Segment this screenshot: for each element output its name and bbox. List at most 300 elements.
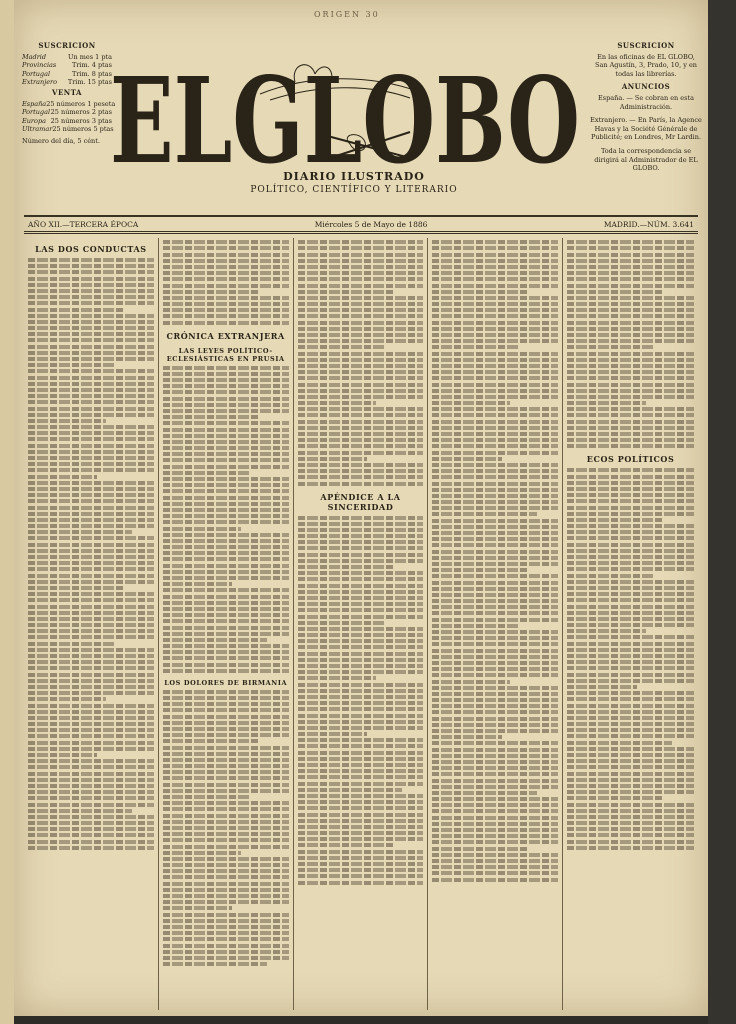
text-line xyxy=(163,770,289,774)
text-line xyxy=(163,801,289,805)
text-line xyxy=(567,611,694,615)
text-line xyxy=(567,660,694,664)
text-line xyxy=(163,702,289,706)
text-line xyxy=(28,673,154,677)
text-line xyxy=(432,785,558,789)
text-line xyxy=(567,635,694,639)
price-row: España 25 números 1 peseta xyxy=(22,99,116,108)
article-subheading: LAS LEYES POLÍTICO-ECLESIÁSTICAS EN PRUSIA xyxy=(166,346,285,363)
text-line xyxy=(567,617,694,621)
text-line xyxy=(298,837,424,841)
text-line xyxy=(567,413,694,417)
text-line xyxy=(163,900,289,904)
text-line xyxy=(298,800,424,804)
text-line xyxy=(163,440,289,444)
text-line xyxy=(163,690,289,694)
text-line xyxy=(163,696,289,700)
text-line xyxy=(28,821,154,825)
text-line xyxy=(163,795,250,799)
text-line xyxy=(432,296,558,300)
dateline-rule xyxy=(24,233,698,234)
text-line xyxy=(567,536,694,540)
text-line xyxy=(432,791,536,795)
text-line xyxy=(28,518,154,522)
text-line xyxy=(298,339,424,343)
text-line xyxy=(163,508,289,512)
text-line xyxy=(163,863,289,867)
text-line xyxy=(298,819,424,823)
article-heading: LAS DOS CONDUCTAS xyxy=(35,244,147,254)
text-line xyxy=(298,401,376,405)
text-line xyxy=(28,728,154,732)
text-line xyxy=(432,246,558,250)
text-line xyxy=(432,302,558,306)
text-line xyxy=(163,962,267,966)
text-line xyxy=(298,664,424,668)
text-line xyxy=(163,582,232,586)
text-line xyxy=(432,333,558,337)
text-line xyxy=(432,574,558,578)
text-line xyxy=(28,803,154,807)
text-line xyxy=(163,390,289,394)
text-line xyxy=(163,465,289,469)
text-line xyxy=(432,605,558,609)
text-line xyxy=(28,475,97,479)
text-line xyxy=(163,452,289,456)
text-line xyxy=(432,265,558,269)
text-line xyxy=(163,919,289,923)
text-line xyxy=(28,308,124,312)
text-line xyxy=(28,462,154,466)
subscription-heading: SUSCRICION xyxy=(38,41,96,50)
text-line xyxy=(432,630,558,634)
text-line xyxy=(163,906,232,910)
text-line xyxy=(163,783,289,787)
text-line xyxy=(567,623,694,627)
text-line xyxy=(567,401,646,405)
column-5 xyxy=(563,238,698,1010)
text-line xyxy=(432,618,558,622)
text-line xyxy=(567,778,694,782)
text-line xyxy=(432,438,558,442)
text-line xyxy=(567,846,694,850)
text-line xyxy=(28,450,154,454)
subscription-heading: SUSCRICION xyxy=(617,41,675,50)
text-line xyxy=(432,636,558,640)
text-line xyxy=(163,851,241,855)
newspaper-page xyxy=(14,0,708,1016)
text-line xyxy=(28,444,154,448)
text-line xyxy=(28,611,154,615)
text-line xyxy=(298,868,424,872)
text-line xyxy=(567,605,694,609)
text-line xyxy=(298,720,424,724)
text-line xyxy=(298,701,424,705)
text-line xyxy=(567,345,654,349)
text-line xyxy=(298,308,424,312)
text-line xyxy=(163,820,289,824)
text-line xyxy=(432,413,558,417)
price-row: Europa 25 números 3 ptas xyxy=(22,116,112,125)
text-line xyxy=(567,555,694,559)
masthead xyxy=(14,0,708,214)
price-row: Portugal Trim. 8 ptas xyxy=(22,69,112,78)
text-line xyxy=(432,673,558,677)
text-line xyxy=(28,840,154,844)
text-line xyxy=(567,259,694,263)
text-line xyxy=(567,815,694,819)
text-line xyxy=(567,240,694,244)
text-line xyxy=(28,759,154,763)
text-line xyxy=(298,676,376,680)
text-line xyxy=(298,246,424,250)
text-line xyxy=(28,357,154,361)
article-body-placeholder xyxy=(298,516,424,885)
text-line xyxy=(163,259,289,263)
ads-text-spain: España. — Se cobran en esta Administración. xyxy=(598,93,694,111)
logo-graphic xyxy=(110,34,588,184)
text-line xyxy=(28,555,154,559)
text-line xyxy=(163,421,289,425)
text-line xyxy=(298,426,424,430)
text-line xyxy=(567,704,694,708)
text-line xyxy=(28,363,115,367)
text-line xyxy=(567,592,694,596)
logo-title-text: ELGLOBO xyxy=(110,51,580,184)
text-line xyxy=(298,389,424,393)
article-body-placeholder xyxy=(567,468,694,849)
text-line xyxy=(567,339,694,343)
text-line xyxy=(567,246,694,250)
text-line xyxy=(28,407,154,411)
archive-stamp: ORIGEN 30 xyxy=(314,10,380,19)
text-line xyxy=(432,253,558,257)
text-line xyxy=(298,596,424,600)
text-line xyxy=(432,259,558,263)
column-4 xyxy=(428,238,563,1010)
text-line xyxy=(28,425,154,429)
text-line xyxy=(163,619,289,623)
text-line xyxy=(567,765,694,769)
text-line xyxy=(28,592,154,596)
text-line xyxy=(163,857,289,861)
text-line xyxy=(432,345,519,349)
text-line xyxy=(163,514,289,518)
text-line xyxy=(28,734,154,738)
text-line xyxy=(432,284,558,288)
text-line xyxy=(432,401,510,405)
text-line xyxy=(432,432,558,436)
text-line xyxy=(567,302,694,306)
text-line xyxy=(567,376,694,380)
text-line xyxy=(432,859,558,863)
text-line xyxy=(163,296,289,300)
text-line xyxy=(298,383,424,387)
text-line xyxy=(432,308,558,312)
text-line xyxy=(432,779,558,783)
text-line xyxy=(298,738,424,742)
text-line xyxy=(28,382,154,386)
text-line xyxy=(163,290,259,294)
text-line xyxy=(163,240,289,244)
text-line xyxy=(298,540,424,544)
text-line xyxy=(28,413,154,417)
text-line xyxy=(28,376,154,380)
text-line xyxy=(298,806,424,810)
text-line xyxy=(567,499,694,503)
text-line xyxy=(567,648,694,652)
text-line xyxy=(298,277,424,281)
text-line xyxy=(163,428,289,432)
ads-heading: ANUNCIOS xyxy=(621,82,671,92)
text-line xyxy=(567,383,694,387)
text-line xyxy=(432,766,558,770)
text-line xyxy=(432,321,558,325)
text-line xyxy=(163,758,289,762)
text-line xyxy=(298,862,424,866)
text-line xyxy=(163,489,289,493)
text-line xyxy=(567,277,694,281)
text-line xyxy=(567,741,672,745)
text-line xyxy=(432,482,558,486)
text-line xyxy=(432,444,558,448)
text-line xyxy=(28,815,154,819)
text-line xyxy=(28,605,154,609)
text-line xyxy=(163,458,289,462)
text-line xyxy=(298,432,424,436)
ads-text-abroad: Extranjero. — En París, la Agence Havas y la Société Générale de Publicité; en Londres, Mr Lardin. xyxy=(590,116,702,142)
text-line xyxy=(432,611,558,615)
price-row: Provincias Trim. 4 ptas xyxy=(22,61,112,70)
text-line xyxy=(432,809,558,813)
text-line xyxy=(28,543,154,547)
text-line xyxy=(298,695,424,699)
text-line xyxy=(163,715,289,719)
text-line xyxy=(163,807,289,811)
text-line xyxy=(298,683,424,687)
text-line xyxy=(567,642,694,646)
text-line xyxy=(163,727,289,731)
text-line xyxy=(432,624,519,628)
text-line xyxy=(28,314,154,318)
article-body-placeholder xyxy=(163,240,289,324)
text-line xyxy=(432,395,558,399)
text-line xyxy=(298,451,424,455)
text-line xyxy=(28,765,154,769)
text-line xyxy=(298,615,424,619)
text-line xyxy=(567,271,694,275)
text-line xyxy=(567,543,694,547)
text-line xyxy=(432,290,528,294)
text-line xyxy=(163,937,289,941)
text-line xyxy=(567,734,694,738)
text-line xyxy=(567,840,694,844)
text-line xyxy=(432,704,558,708)
text-line xyxy=(28,289,154,293)
text-line xyxy=(298,565,394,569)
text-line xyxy=(567,747,694,751)
text-line xyxy=(432,692,558,696)
text-line xyxy=(163,471,250,475)
text-line xyxy=(298,559,424,563)
text-line xyxy=(163,384,289,388)
text-line xyxy=(567,438,694,442)
text-line xyxy=(298,571,424,575)
text-line xyxy=(567,759,694,763)
text-line xyxy=(28,790,154,794)
text-line xyxy=(432,581,558,585)
subtitle-line-1: DIARIO ILUSTRADO xyxy=(283,170,425,183)
text-line xyxy=(432,760,558,764)
text-line xyxy=(28,487,154,491)
text-line xyxy=(298,639,424,643)
text-line xyxy=(163,826,289,830)
text-line xyxy=(163,520,289,524)
text-line xyxy=(163,496,289,500)
text-line xyxy=(163,764,289,768)
text-line xyxy=(298,881,424,885)
text-line xyxy=(163,632,289,636)
text-line xyxy=(567,586,694,590)
text-line xyxy=(567,561,694,565)
masthead-logo xyxy=(110,34,588,184)
text-line xyxy=(163,925,289,929)
article-columns xyxy=(24,238,698,1010)
text-line xyxy=(163,415,259,419)
text-line xyxy=(567,333,694,337)
text-line xyxy=(567,821,694,825)
text-line xyxy=(567,512,694,516)
text-line xyxy=(28,493,154,497)
text-line xyxy=(28,567,154,571)
text-line xyxy=(432,451,558,455)
text-line xyxy=(432,457,501,461)
dateline xyxy=(24,215,698,232)
text-line xyxy=(567,673,694,677)
text-line xyxy=(432,537,558,541)
text-line xyxy=(28,710,154,714)
scan-background-right xyxy=(708,0,736,1024)
text-line xyxy=(163,875,289,879)
text-line xyxy=(298,633,424,637)
text-line xyxy=(432,741,558,745)
text-line xyxy=(163,869,289,873)
text-line xyxy=(432,550,558,554)
article-heading: APÉNDICE A LA SINCERIDAD xyxy=(320,491,401,512)
text-line xyxy=(28,666,154,670)
text-line xyxy=(432,655,558,659)
text-line xyxy=(432,463,558,467)
text-line xyxy=(567,629,646,633)
text-line xyxy=(28,258,154,262)
text-line xyxy=(298,732,367,736)
text-line xyxy=(432,500,558,504)
text-line xyxy=(298,345,385,349)
text-line xyxy=(567,493,694,497)
text-line xyxy=(298,825,424,829)
text-line xyxy=(432,364,558,368)
text-line xyxy=(163,477,289,481)
text-line xyxy=(298,584,424,588)
subscription-panel-left xyxy=(22,40,116,146)
text-line xyxy=(298,370,424,374)
text-line xyxy=(28,338,154,342)
text-line xyxy=(298,413,424,417)
text-line xyxy=(163,302,289,306)
text-line xyxy=(432,853,558,857)
article-body-placeholder xyxy=(163,366,289,673)
text-line xyxy=(163,403,289,407)
text-line xyxy=(567,524,694,528)
text-line xyxy=(567,654,694,658)
text-line xyxy=(163,246,289,250)
text-line xyxy=(298,290,394,294)
text-line xyxy=(432,370,558,374)
text-line xyxy=(432,642,558,646)
text-line xyxy=(432,649,558,653)
text-line xyxy=(28,549,154,553)
text-line xyxy=(567,716,694,720)
text-line xyxy=(298,714,424,718)
text-line xyxy=(432,562,558,566)
article-body-placeholder xyxy=(298,240,424,485)
text-line xyxy=(432,556,558,560)
text-line xyxy=(163,776,289,780)
text-line xyxy=(163,789,289,793)
text-line xyxy=(28,784,154,788)
text-line xyxy=(163,607,289,611)
text-line xyxy=(567,321,694,325)
text-line xyxy=(567,296,694,300)
text-line xyxy=(28,419,106,423)
text-line xyxy=(163,557,289,561)
text-line xyxy=(28,561,154,565)
text-line xyxy=(28,753,97,757)
text-line xyxy=(163,253,289,257)
text-line xyxy=(298,333,424,337)
text-line xyxy=(298,763,424,767)
text-line xyxy=(28,536,154,540)
text-line xyxy=(567,352,694,356)
text-line xyxy=(28,277,154,281)
text-line xyxy=(432,488,558,492)
price-row: Ultramar 25 números 5 ptas xyxy=(22,125,114,134)
text-line xyxy=(163,601,289,605)
text-line xyxy=(298,794,424,798)
text-line xyxy=(163,277,289,281)
text-line xyxy=(28,351,154,355)
text-line xyxy=(163,397,289,401)
text-line xyxy=(432,352,558,356)
text-line xyxy=(163,931,289,935)
text-line xyxy=(567,567,694,571)
text-line xyxy=(298,314,424,318)
text-line xyxy=(163,284,289,288)
text-line xyxy=(163,752,289,756)
text-line xyxy=(28,846,154,850)
text-line xyxy=(163,656,289,660)
subscription-text: En las oficinas de EL GLOBO, San Agustín, 3, Prado, 10, y en todas las librerías. xyxy=(595,52,697,78)
text-line xyxy=(28,301,154,305)
correspondence-text: Toda la correspondencia se dirigirá al Administrador de EL GLOBO. xyxy=(594,146,698,173)
text-line xyxy=(432,271,558,275)
text-line xyxy=(567,481,694,485)
text-line xyxy=(432,469,558,473)
text-line xyxy=(298,645,424,649)
text-line xyxy=(567,358,694,362)
text-line xyxy=(298,534,424,538)
text-line xyxy=(567,314,694,318)
